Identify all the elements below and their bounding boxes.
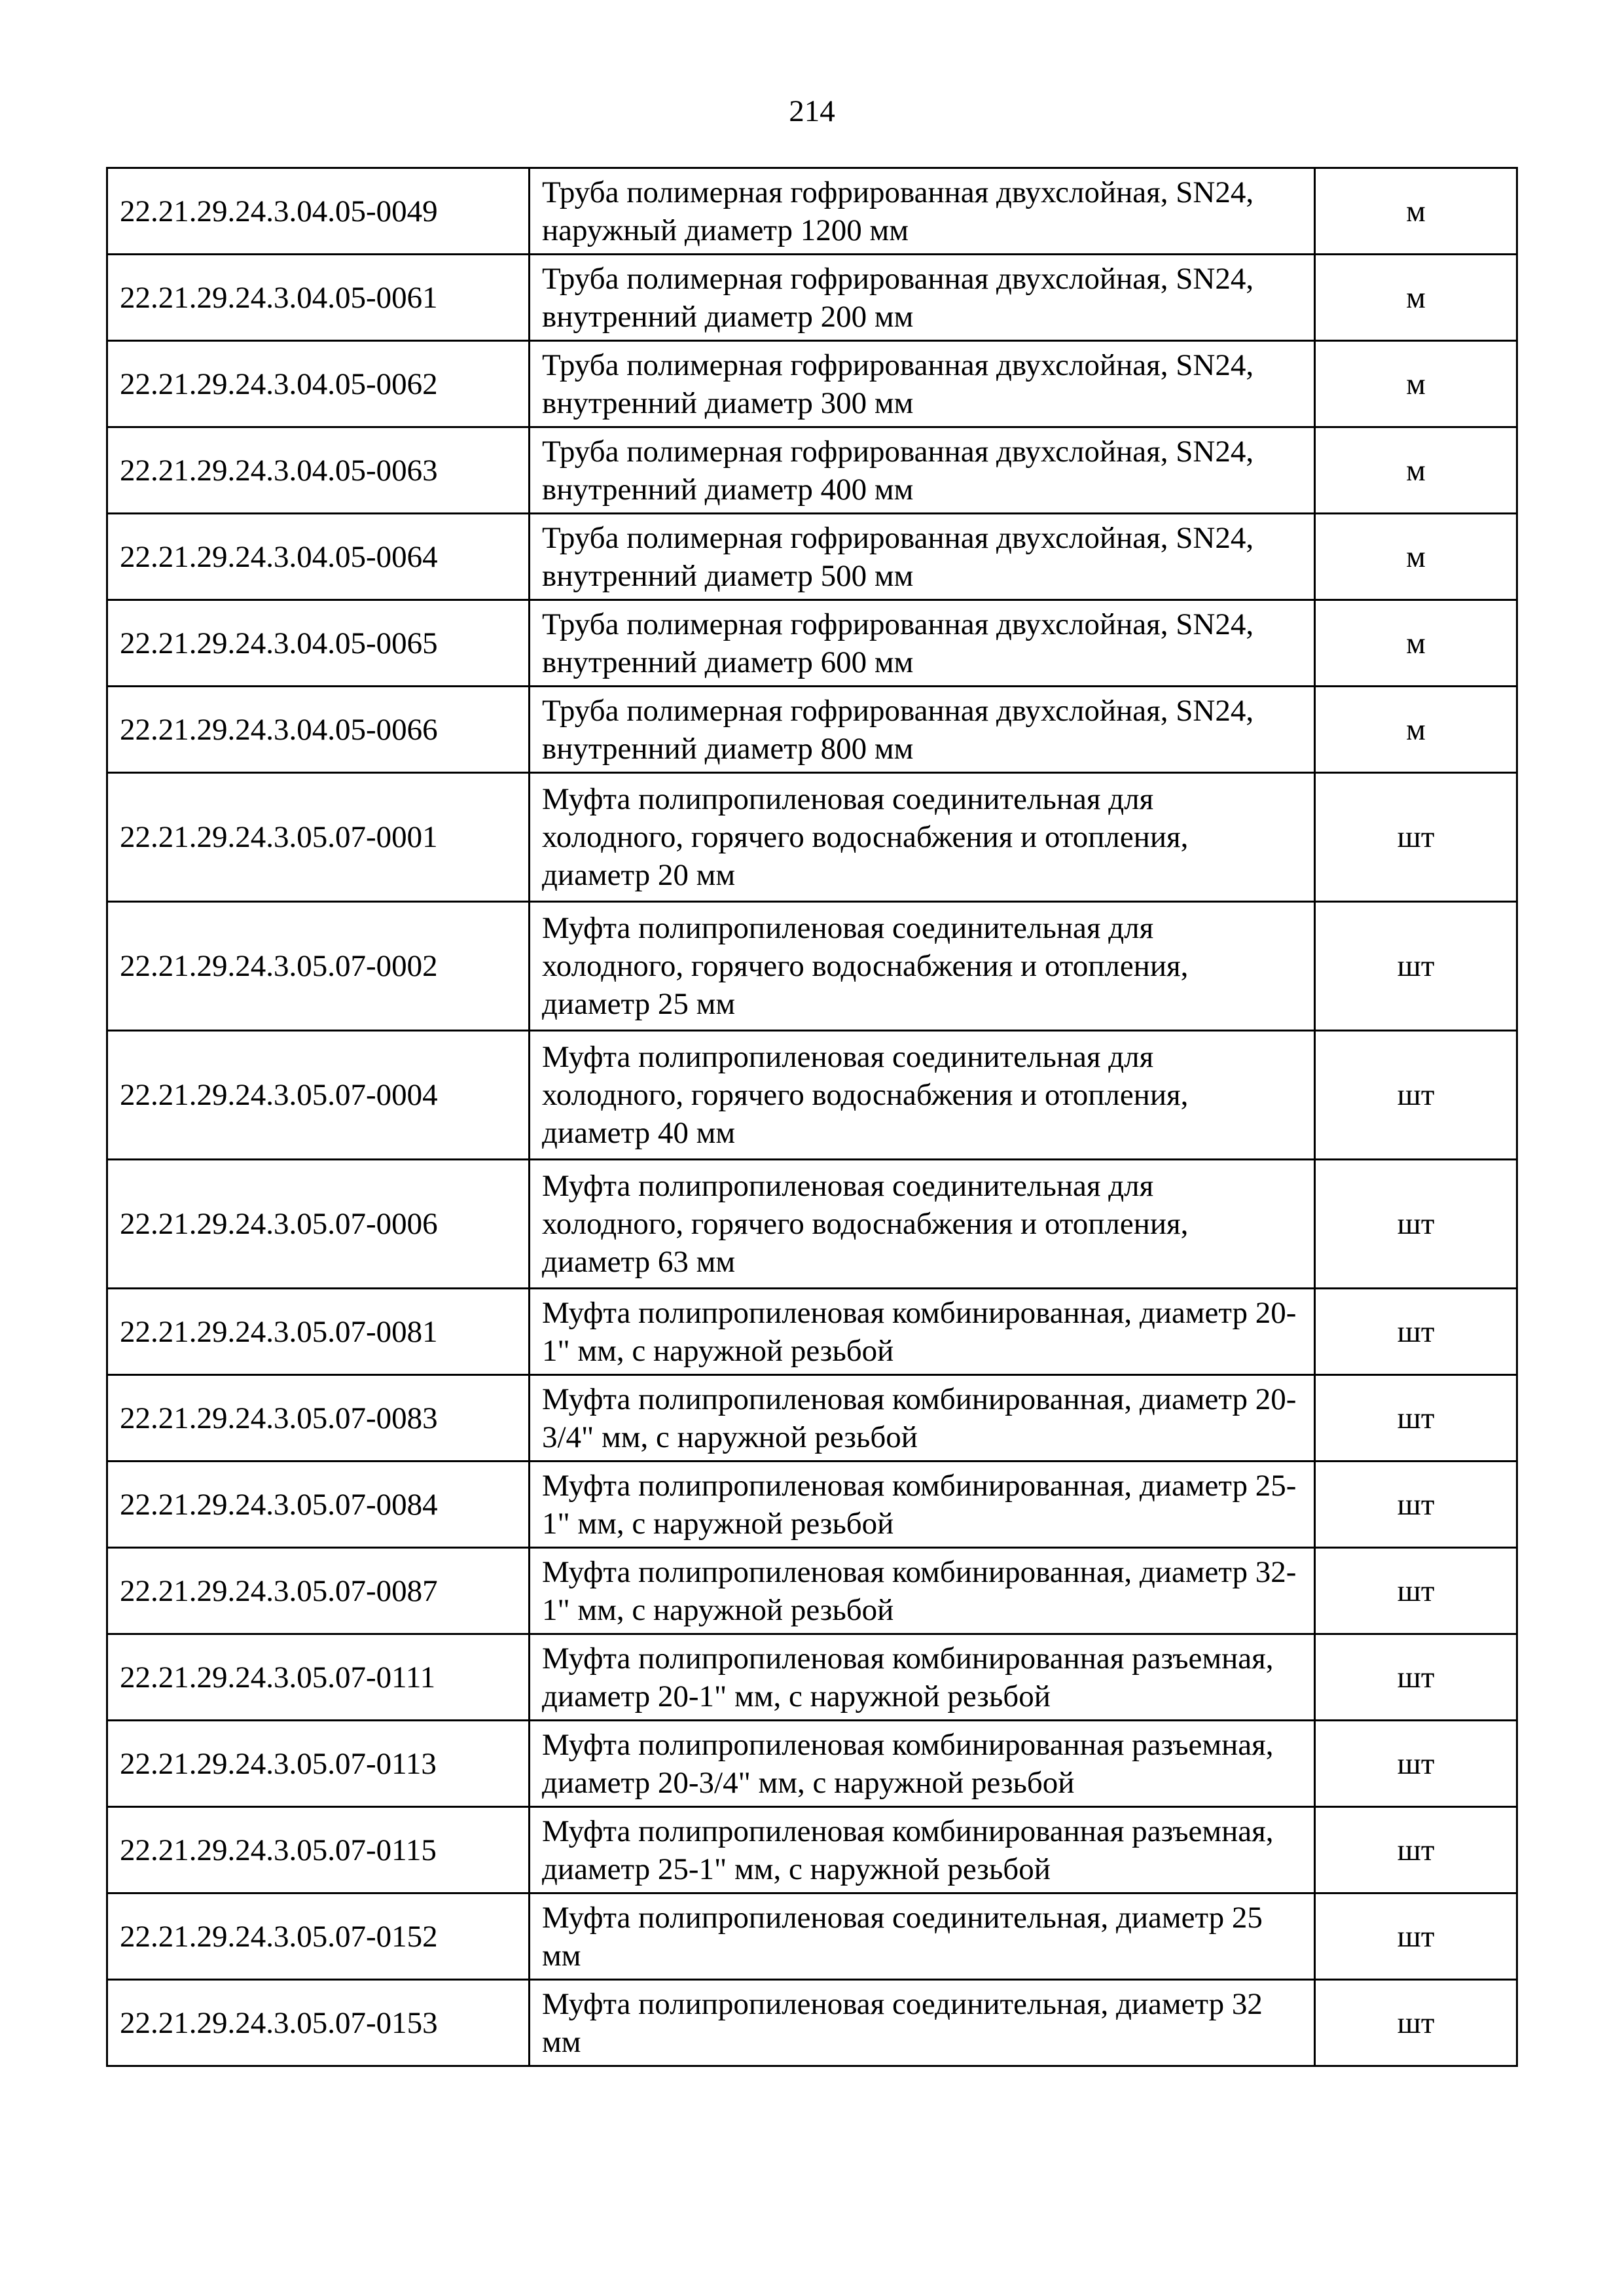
resource-code: 22.21.29.24.3.04.05-0064 (107, 514, 530, 600)
unit-of-measure: шт (1315, 902, 1517, 1031)
table-row (107, 1031, 1517, 1160)
resource-code: 22.21.29.24.3.05.07-0002 (107, 902, 530, 1031)
resource-description: Муфта полипропиленовая комбинированная, диаметр 20-3/4" мм, с наружной резьбой (530, 1375, 1315, 1462)
resource-code: 22.21.29.24.3.05.07-0087 (107, 1548, 530, 1634)
resource-code: 22.21.29.24.3.04.05-0061 (107, 255, 530, 341)
resource-code: 22.21.29.24.3.05.07-0001 (107, 773, 530, 902)
table-row (107, 255, 1517, 341)
unit-of-measure: м (1315, 427, 1517, 514)
resource-description: Муфта полипропиленовая соединительная, диаметр 25 мм (530, 1893, 1315, 1980)
table-row (107, 1548, 1517, 1634)
unit-of-measure: м (1315, 168, 1517, 255)
table-row (107, 1634, 1517, 1721)
table-row (107, 168, 1517, 255)
unit-of-measure: шт (1315, 1893, 1517, 1980)
unit-of-measure: м (1315, 600, 1517, 687)
unit-of-measure: шт (1315, 1721, 1517, 1807)
resource-code: 22.21.29.24.3.04.05-0049 (107, 168, 530, 255)
unit-of-measure: м (1315, 341, 1517, 427)
resource-description: Труба полимерная гофрированная двухслойная, SN24, внутренний диаметр 800 мм (530, 687, 1315, 773)
unit-of-measure: м (1315, 514, 1517, 600)
table-row (107, 427, 1517, 514)
table-row (107, 1289, 1517, 1375)
resource-description: Муфта полипропиленовая комбинированная разъемная, диаметр 20-3/4" мм, с наружной резьбой (530, 1721, 1315, 1807)
unit-of-measure: шт (1315, 1980, 1517, 2066)
resource-description: Труба полимерная гофрированная двухслойная, SN24, внутренний диаметр 300 мм (530, 341, 1315, 427)
unit-of-measure: шт (1315, 1160, 1517, 1289)
resource-code: 22.21.29.24.3.05.07-0113 (107, 1721, 530, 1807)
resource-description: Труба полимерная гофрированная двухслойная, SN24, внутренний диаметр 200 мм (530, 255, 1315, 341)
resource-description: Муфта полипропиленовая комбинированная, диаметр 25-1" мм, с наружной резьбой (530, 1462, 1315, 1548)
table-row (107, 1980, 1517, 2066)
unit-of-measure: шт (1315, 773, 1517, 902)
table-row (107, 341, 1517, 427)
unit-of-measure: шт (1315, 1807, 1517, 1893)
resource-code: 22.21.29.24.3.05.07-0152 (107, 1893, 530, 1980)
resource-description: Муфта полипропиленовая комбинированная, диаметр 20-1" мм, с наружной резьбой (530, 1289, 1315, 1375)
unit-of-measure: шт (1315, 1289, 1517, 1375)
unit-of-measure: шт (1315, 1031, 1517, 1160)
page-number: 214 (789, 94, 835, 128)
resource-description: Муфта полипропиленовая соединительная, диаметр 32 мм (530, 1980, 1315, 2066)
resource-code: 22.21.29.24.3.05.07-0006 (107, 1160, 530, 1289)
unit-of-measure: шт (1315, 1462, 1517, 1548)
table-row (107, 1807, 1517, 1893)
resource-code: 22.21.29.24.3.04.05-0063 (107, 427, 530, 514)
resource-code: 22.21.29.24.3.05.07-0084 (107, 1462, 530, 1548)
resource-code: 22.21.29.24.3.05.07-0111 (107, 1634, 530, 1721)
resource-description: Муфта полипропиленовая соединительная для холодного, горячего водоснабжения и отопления, диаметр 20 мм (530, 773, 1315, 902)
resource-code: 22.21.29.24.3.05.07-0083 (107, 1375, 530, 1462)
table-row (107, 1160, 1517, 1289)
resource-description: Труба полимерная гофрированная двухслойная, SN24, внутренний диаметр 400 мм (530, 427, 1315, 514)
resource-code: 22.21.29.24.3.05.07-0115 (107, 1807, 530, 1893)
resource-description: Муфта полипропиленовая соединительная для холодного, горячего водоснабжения и отопления, диаметр 63 мм (530, 1160, 1315, 1289)
resource-code: 22.21.29.24.3.04.05-0062 (107, 341, 530, 427)
resource-description: Муфта полипропиленовая комбинированная, диаметр 32-1" мм, с наружной резьбой (530, 1548, 1315, 1634)
resource-code: 22.21.29.24.3.05.07-0004 (107, 1031, 530, 1160)
unit-of-measure: м (1315, 687, 1517, 773)
resource-table (106, 167, 1518, 2067)
resource-description: Муфта полипропиленовая соединительная для холодного, горячего водоснабжения и отопления, диаметр 25 мм (530, 902, 1315, 1031)
unit-of-measure: шт (1315, 1375, 1517, 1462)
table-row (107, 600, 1517, 687)
table-row (107, 773, 1517, 902)
table-row (107, 1462, 1517, 1548)
resource-code: 22.21.29.24.3.05.07-0081 (107, 1289, 530, 1375)
resource-description: Труба полимерная гофрированная двухслойная, SN24, внутренний диаметр 500 мм (530, 514, 1315, 600)
resource-description: Муфта полипропиленовая комбинированная разъемная, диаметр 20-1" мм, с наружной резьбой (530, 1634, 1315, 1721)
table-row (107, 1893, 1517, 1980)
resource-description: Труба полимерная гофрированная двухслойная, SN24, внутренний диаметр 600 мм (530, 600, 1315, 687)
resource-code: 22.21.29.24.3.04.05-0065 (107, 600, 530, 687)
resource-description: Муфта полипропиленовая соединительная для холодного, горячего водоснабжения и отопления, диаметр 40 мм (530, 1031, 1315, 1160)
resource-description: Муфта полипропиленовая комбинированная разъемная, диаметр 25-1" мм, с наружной резьбой (530, 1807, 1315, 1893)
table-row (107, 514, 1517, 600)
unit-of-measure: м (1315, 255, 1517, 341)
unit-of-measure: шт (1315, 1548, 1517, 1634)
table-row (107, 687, 1517, 773)
table-row (107, 1721, 1517, 1807)
resource-code: 22.21.29.24.3.05.07-0153 (107, 1980, 530, 2066)
table-row (107, 1375, 1517, 1462)
resource-code: 22.21.29.24.3.04.05-0066 (107, 687, 530, 773)
resource-description: Труба полимерная гофрированная двухслойная, SN24, наружный диаметр 1200 мм (530, 168, 1315, 255)
unit-of-measure: шт (1315, 1634, 1517, 1721)
table-row (107, 902, 1517, 1031)
